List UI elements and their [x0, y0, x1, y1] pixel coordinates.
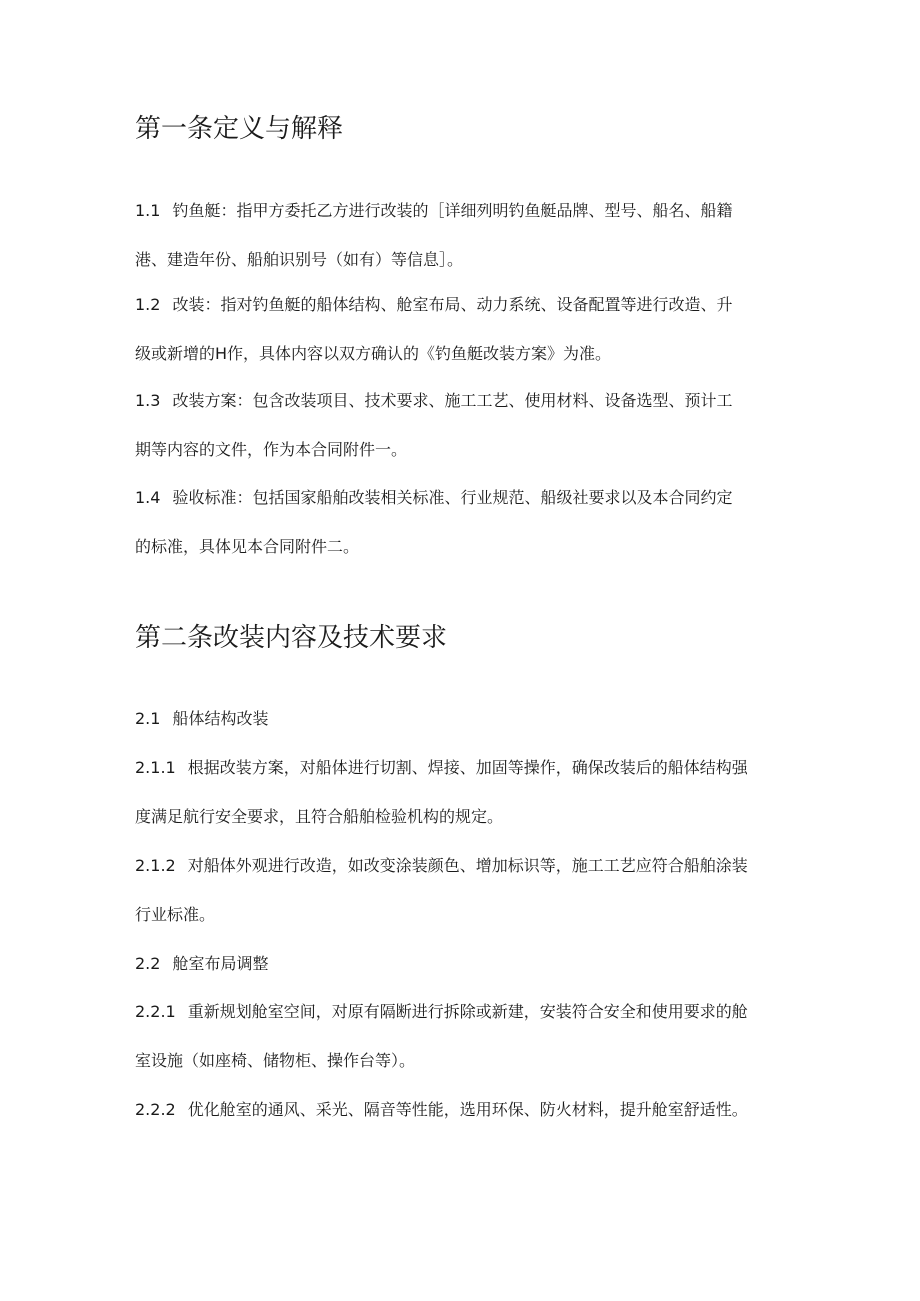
clause-line: 行业标准。	[135, 905, 216, 924]
clause-text: 优化舱室的通风、采光、隔音等性能，选用环保、防火材料，提升舱室舒适性。	[187, 1100, 748, 1119]
clause-number: 1.3	[135, 391, 161, 410]
clause-number: 2.2	[135, 954, 161, 973]
clause-line	[135, 473, 785, 522]
clause-text: 舱室布局调整	[172, 954, 269, 973]
clause-line: 级或新增的H作，具体内容以双方确认的《钓鱼艇改装方案》为准。	[135, 344, 612, 363]
section-heading-1: 第一条定义与解释	[135, 114, 344, 144]
clause-text: 船体结构改装	[172, 709, 269, 728]
clause-2-2-1	[135, 987, 785, 1085]
clause-2-1	[135, 694, 785, 743]
clause-line	[135, 186, 785, 235]
clause-1-3	[135, 376, 785, 474]
clause-line	[135, 376, 785, 425]
clause-number: 2.1.1	[135, 758, 176, 777]
clause-1-1	[135, 186, 785, 284]
clause-number: 2.2.1	[135, 1002, 176, 1021]
clause-2-1-2	[135, 841, 785, 939]
clause-line	[135, 694, 785, 743]
clause-number: 1.4	[135, 488, 161, 507]
clause-number: 1.1	[135, 201, 161, 220]
clause-number: 2.1	[135, 709, 161, 728]
clause-line: 港、建造年份、船舶识别号（如有）等信息］。	[135, 250, 464, 269]
section-heading-2: 第二条改装内容及技术要求	[135, 623, 448, 653]
clause-text: 对船体外观进行改造，如改变涂装颜色、增加标识等，施工工艺应符合船舶涂装	[187, 856, 748, 875]
clause-1-4	[135, 473, 785, 571]
clause-text: 重新规划舱室空间，对原有隔断进行拆除或新建，安装符合安全和使用要求的舱	[187, 1002, 748, 1021]
clause-line	[135, 841, 785, 890]
clause-2-2	[135, 939, 785, 988]
clause-1-2	[135, 280, 785, 378]
clause-line	[135, 1085, 785, 1134]
clause-text: 验收标准：包括国家船舶改装相关标准、行业规范、船级社要求以及本合同约定	[172, 488, 733, 507]
clause-text: 改装：指对钓鱼艇的船体结构、舱室布局、动力系统、设备配置等进行改造、升	[172, 295, 733, 314]
clause-text: 根据改装方案，对船体进行切割、焊接、加固等操作，确保改装后的船体结构强	[187, 758, 748, 777]
clause-number: 2.2.2	[135, 1100, 176, 1119]
clause-number: 2.1.2	[135, 856, 176, 875]
clause-line: 期等内容的文件，作为本合同附件一。	[135, 440, 408, 459]
clause-line	[135, 939, 785, 988]
clause-line	[135, 743, 785, 792]
clause-line	[135, 987, 785, 1036]
clause-line: 的标准，具体见本合同附件二。	[135, 537, 360, 556]
clause-line: 室设施（如座椅、储物柜、操作台等）。	[135, 1051, 416, 1070]
clause-2-1-1	[135, 743, 785, 841]
clause-line	[135, 280, 785, 329]
clause-text: 改装方案：包含改装项目、技术要求、施工工艺、使用材料、设备选型、预计工	[172, 391, 733, 410]
clause-number: 1.2	[135, 295, 161, 314]
clause-line: 度满足航行安全要求，且符合船舶检验机构的规定。	[135, 807, 504, 826]
clause-text: 钓鱼艇：指甲方委托乙方进行改装的［详细列明钓鱼艇品牌、型号、船名、船籍	[172, 201, 733, 220]
clause-2-2-2	[135, 1085, 785, 1134]
